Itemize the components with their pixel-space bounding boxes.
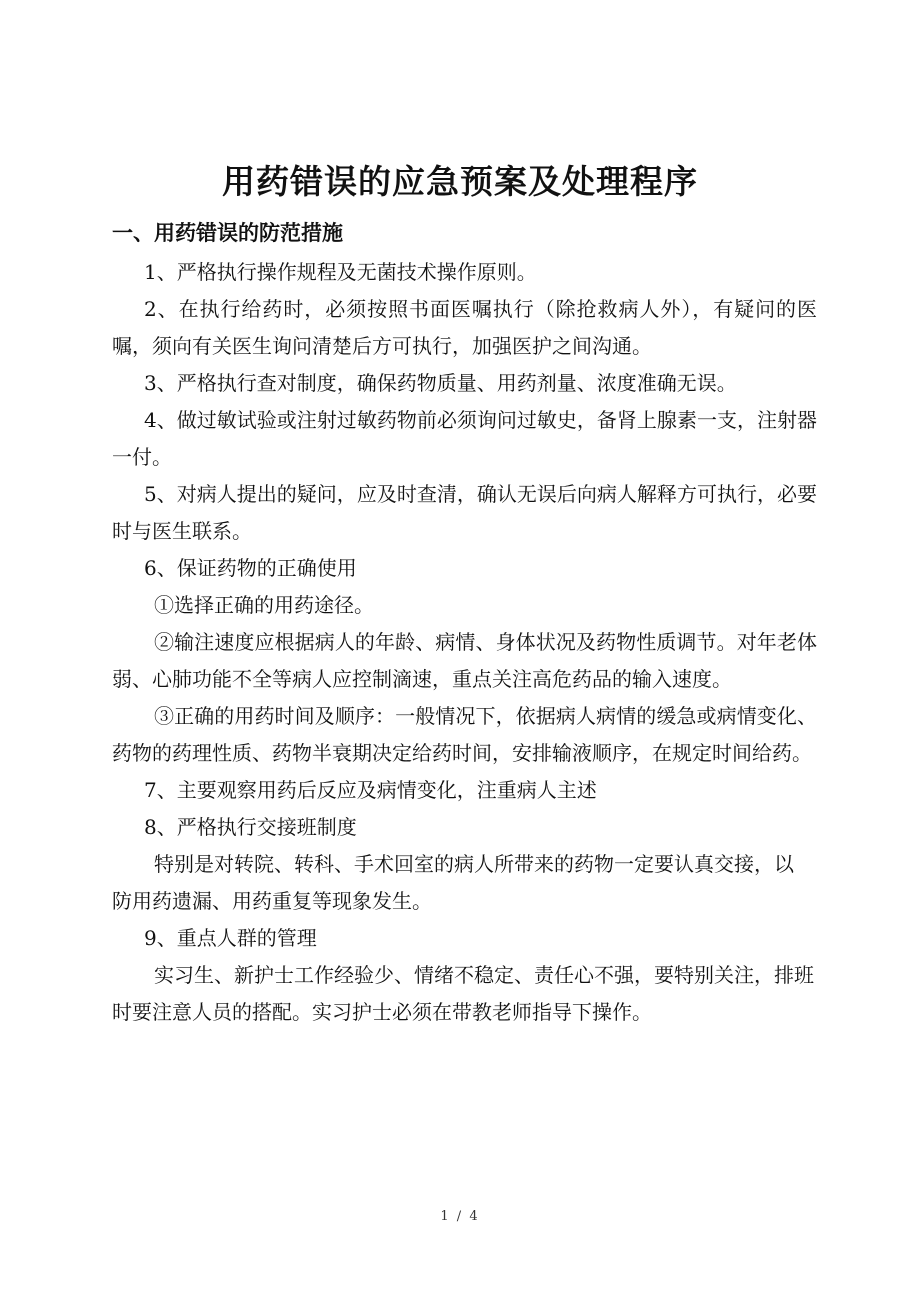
- page-title: 用药错误的应急预案及处理程序: [222, 162, 698, 201]
- sub-item-timing: ③正确的用药时间及顺序：一般情况下，依据病人病情的缓急或病情变化、药物的药理性质、药物半衰期决定给药时间，安排输液顺序，在规定时间给药。: [112, 704, 817, 765]
- paragraph-item-5: 5、对病人提出的疑问，应及时查清，确认无误后向病人解释方可执行，必要时与医生联系。: [112, 482, 817, 543]
- sub-item-infusion-rate: ②输注速度应根据病人的年龄、病情、身体状况及药物性质调节。对年老体弱、心肺功能不全等病人应控制滴速，重点关注高危药品的输入速度。: [112, 630, 817, 691]
- handover-note: 特别是对转院、转科、手术回室的病人所带来的药物一定要认真交接，以: [154, 852, 794, 876]
- sub-item-route: ①选择正确的用药途径。: [154, 593, 374, 617]
- paragraph-item-1: 1、严格执行操作规程及无菌技术操作原则。: [144, 260, 537, 284]
- body-text: [112, 254, 817, 1031]
- handover-note-continued: 防用药遗漏、用药重复等现象发生。: [112, 889, 432, 913]
- paragraph-item-4: 4、做过敏试验或注射过敏药物前必须询问过敏史，备肾上腺素一支，注射器一付。: [112, 408, 817, 469]
- section-heading: 一、用药错误的防范措施: [112, 220, 343, 245]
- paragraph-item-7: 7、主要观察用药后反应及病情变化，注重病人主述: [144, 778, 597, 802]
- paragraph-item-2: 2、在执行给药时，必须按照书面医嘱执行（除抢救病人外），有疑问的医嘱，须向有关医生询问清楚后方可执行，加强医护之间沟通。: [112, 297, 817, 358]
- paragraph-item-9: 9、重点人群的管理: [144, 926, 317, 950]
- paragraph-item-6: 6、保证药物的正确使用: [144, 556, 357, 580]
- paragraph-item-3: 3、严格执行查对制度，确保药物质量、用药剂量、浓度准确无误。: [144, 371, 737, 395]
- key-group-note: 实习生、新护士工作经验少、情绪不稳定、责任心不强，要特别关注，排班时要注意人员的搭配。实习护士必须在带教老师指导下操作。: [112, 963, 814, 1024]
- page-number: 1 / 4: [440, 1209, 480, 1224]
- paragraph-item-8: 8、严格执行交接班制度: [144, 815, 357, 839]
